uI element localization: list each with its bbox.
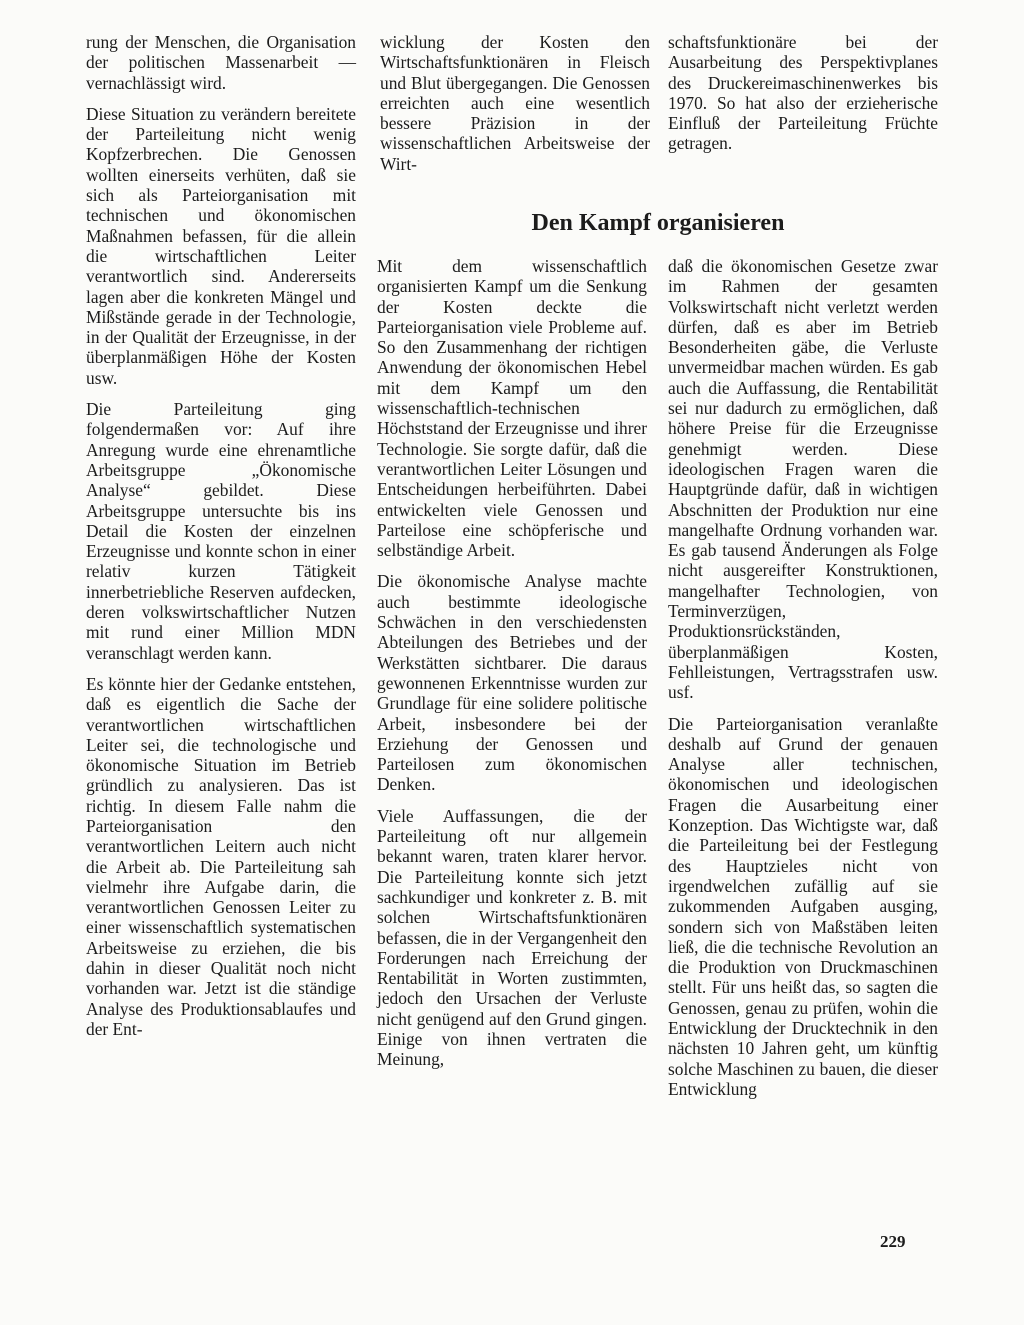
paragraph: Mit dem wissenschaftlich organisierten Kampf um die Senkung der Kosten deckte die Parteiorganisation viele Probleme auf. So den Zusammenhang der richtigen Anwendung der ökonomischen Hebel mit dem Kampf um den wissenschaftlich-technischen Höchststand der Erzeugnisse und ihrer Technologie. Sie sorgte dafür, daß die verantwortlichen Leiter Lösungen und Entscheidungen herbeiführten. Dabei entwickelten viele Genossen und Parteilose eine schöpferische und selbständige Arbeit. [377, 256, 647, 561]
paragraph: schaftsfunktionäre bei der Ausarbeitung des Perspektivplanes des Druckereimaschinenwerkes bis 1970. So hat also der erzieherische Einfluß der Parteileitung Früchte getragen. [668, 32, 938, 154]
paragraph: wicklung der Kosten den Wirtschaftsfunktionären in Fleisch und Blut übergegangen. Die Genossen erreichten auch eine wesentlich bessere Präzision in der wissenschaftlichen Arbeitsweise der Wirt- [380, 32, 650, 174]
paragraph: Die Parteiorganisation veranlaßte deshalb auf Grund der genauen Analyse aller technischen, ökonomischen und ideologischen Fragen die Ausarbeitung einer Konzeption. Das Wichtigste war, daß die Parteileitung bei der Festlegung des Hauptzieles nicht von irgendwelchen zufällig auf sie zukommenden Aufgaben ausging, sondern sich von Maßstäben leiten ließ, die die technische Revolution an die Produktion von Druckmaschinen stellt. Für uns heißt das, so sagten die Genossen, genau zu prüfen, wohin die Entwicklung der Drucktechnik in den nächsten 10 Jahren geht, um künftig solche Maschinen zu bauen, die dieser Entwicklung [668, 713, 938, 1099]
paragraph: Viele Auffassungen, die der Parteileitung oft nur allgemein bekannt waren, traten klarer hervor. Die Parteileitung konnte sich jetzt sachkundiger und konkreter z. B. mit solchen Wirtschaftsfunktionären befassen, die in der Vergangenheit den Forderungen nach Erreichung der Rentabilität in Worten zustimmten, jedoch den Ursachen der Verluste nicht genügend auf den Grund gingen. Einige von ihnen vertraten die Meinung, [377, 805, 647, 1070]
paragraph: daß die ökonomischen Gesetze zwar im Rahmen der gesamten Volkswirtschaft nicht verletzt werden dürfen, daß es aber im Betrieb Besonderheiten gäbe, die Verluste unvermeidbar machen würden. Es gab auch die Auffassung, die Rentabilität sei nur dadurch zu ermöglichen, daß höhere Preise für die Erzeugnisse genehmigt werden. Diese ideologischen Fragen waren die Hauptgründe dafür, daß in wichtigen Abschnitten der Produktion nur eine mangelhafte Ordnung vorhanden war. Es gab tausend Änderungen als Folge nicht ausgereifter Konstruktionen, mangelhafter Technologien, von Terminverzügen, Produktionsrückständen, überplanmäßigen Kosten, Fehlleistungen, Vertragsstrafen usw. usf. [668, 256, 938, 703]
paragraph: Die ökonomische Analyse machte auch bestimmte ideologische Schwächen in den verschiedensten Abteilungen des Betriebes und der Werkstätten sichtbarer. Die daraus gewonnenen Erkenntnisse wurden zur Grundlage für eine solidere politische Arbeit, insbesondere bei der Erziehung der Genossen und Parteilosen zum ökonomischen Denken. [377, 571, 647, 795]
right-column [668, 256, 938, 1110]
paragraph: Es könnte hier der Gedanke entstehen, daß es eigentlich die Sache der verantwortlichen wirtschaftlichen Leiter sei, die technologische und ökonomische Situation im Betrieb gründlich zu analysieren. Das ist richtig. In diesem Falle nahm die Parteiorganisation den verantwortlichen Leitern auch nicht die Arbeit ab. Die Parteileitung sah vielmehr ihre Aufgabe darin, die verantwortlichen Genossen Leiter zu einer wissenschaftlich systematischen Arbeitsweise zu erziehen, die bis dahin in dieser Qualität noch nicht vorhanden war. Jetzt ist die ständige Analyse des Produktionsablaufes und der Ent- [86, 673, 356, 1039]
middle-column-top [380, 32, 650, 180]
left-column [86, 32, 356, 1050]
middle-column [377, 256, 647, 1081]
paragraph: rung der Menschen, die Organisation der politischen Massenarbeit — vernachlässigt wird. [86, 32, 356, 93]
right-column-top [668, 32, 938, 160]
paragraph: Diese Situation zu verändern bereitete der Parteileitung nicht wenig Kopfzerbrechen. Die Genossen wollten einerseits verhüten, daß sie sich als Parteiorganisation mit technischen und ökonomischen Maßnahmen befassen, für die allein die wirtschaftlichen Leiter verantwortlich sind. Andererseits lagen aber die konkreten Mängel und Mißstände gerade in der Technologie, in der Qualität der Erzeugnisse, in der überplanmäßigen Höhe der Kosten usw. [86, 103, 356, 388]
paragraph: Die Parteileitung ging folgendermaßen vor: Auf ihre Anregung wurde eine ehrenamtliche Arbeitsgruppe „Ökonomische Analyse“ gebildet. Diese Arbeitsgruppe untersuchte bis ins Detail die Kosten der einzelnen Erzeugnisse und konnte schon in einer relativ kurzen Tätigkeit innerbetriebliche Reserven aufdecken, deren volkswirtschaftlicher Nutzen mit rund einer Million MDN veranschlagt werden kann. [86, 399, 356, 663]
page-number: 229 [880, 1232, 906, 1251]
section-heading: Den Kampf organisieren [531, 210, 785, 236]
